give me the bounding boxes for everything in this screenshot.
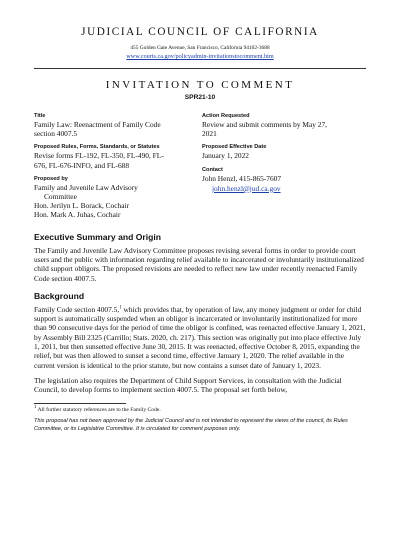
info-left-column: [34, 113, 198, 220]
council-name: JUDICIAL COUNCIL OF CALIFORNIA: [81, 26, 319, 38]
forms-line: Revise forms FL-192, FL-350, FL-490, FL-: [34, 151, 164, 161]
action-line: Review and submit comments by May 27,: [202, 120, 328, 129]
info-right-column: [198, 113, 366, 220]
footnote-text: All further statutory references are to the Family Code.: [36, 407, 161, 414]
forms-label: Proposed Rules, Forms, Standards, or Statutes: [34, 144, 160, 151]
proposed-by-line: Committee: [44, 192, 77, 202]
effective-date-value: January 1, 2022: [202, 151, 250, 161]
summary-paragraph: The Family and Juvenile Law Advisory Committee proposes revising several forms in order to provide court users and the public with information regarding relief available to incarcerated or involuntarily institutionalized child support obligors. The proposed revisions are needed to reflect new law under recently reenacted Family Code section 4007.5.: [34, 245, 364, 283]
background-heading: Background: [34, 290, 85, 301]
document-page: [0, 26, 400, 544]
title-line: section 4007.5: [34, 129, 78, 139]
title-line: Family Law: Reenactment of Family Code: [34, 120, 161, 129]
invitation-title: INVITATION TO COMMENT: [105, 79, 295, 91]
proposed-by-value: [34, 183, 198, 220]
council-url-link[interactable]: www.courts.ca.gov/policyadmin-invitationstocomment.htm: [126, 53, 274, 60]
contact-label: Contact: [202, 166, 223, 173]
action-value: [202, 120, 366, 138]
forms-value: [34, 151, 198, 169]
proposal-code: SPR21-10: [184, 94, 216, 101]
background-text: which provides that, by operation of law, any money judgment or order for child support is automatically suspended when an obligor is incarcerated or involuntarily institutionalized for more than 90 consecutive days for the period of time the obligor is confined, was reenacted effective January 1, 2021, by Assembly Bill 2325 (Carrillo; Stats. 2020, ch. 217). This section was originally put into place effective July 1, 2011, but then sunsetted effective June 30, 2015. It was reenacted, effective October 8, 2015, expanding the relief, but was then allowed to sunset a second time, effective January 1, 2020. The relief available in the current version is identical to the prior statute, but now contains a sunset date of January 1, 2023.: [34, 304, 366, 370]
proposed-by-line: Family and Juvenile Law Advisory: [34, 182, 138, 192]
action-line: 2021: [202, 129, 217, 139]
title-value: [34, 120, 198, 138]
proposed-by-line: Hon. Jerilyn L. Borack, Cochair: [34, 201, 130, 211]
summary-heading: Executive Summary and Origin: [34, 231, 162, 242]
disclaimer: This proposal has not been approved by the Judicial Council and is not intended to represent the views of the council, its Rules Committee, or its Legislative Committee. It is circulated for comment purposes only.: [34, 418, 348, 432]
footnote-number: 1: [34, 405, 37, 411]
contact-email-link[interactable]: john.henzl@jud.ca.gov: [212, 183, 281, 193]
background-text: Family Code section 4007.5,: [34, 304, 120, 314]
action-label: Action Requested: [202, 113, 250, 119]
footnote: [34, 407, 366, 413]
footnote-reference[interactable]: 1: [119, 305, 122, 311]
proposed-by-label: Proposed by: [34, 175, 68, 182]
footnote-rule: [34, 403, 126, 404]
forms-line: 676, FL-676-INFO, and FL-688: [34, 160, 130, 170]
effective-date-label: Proposed Effective Date: [202, 144, 267, 151]
contact-name: John Henzl, 415-865-7607: [202, 173, 282, 183]
council-address: 455 Golden Gate Avenue, San Francisco, California 94102-3688: [130, 45, 270, 51]
proposed-by-line: Hon. Mark A. Juhas, Cochair: [34, 210, 121, 220]
title-label: Title: [34, 113, 46, 119]
info-grid: [34, 113, 366, 220]
top-rule: [34, 68, 366, 69]
background-paragraph-1: [34, 305, 366, 370]
background-paragraph-2: The legislation also requires the Department of Child Support Services, in consultation with the Judicial Council, to develop forms to implement section 4007.5. The proposal set forth below,: [34, 375, 342, 395]
